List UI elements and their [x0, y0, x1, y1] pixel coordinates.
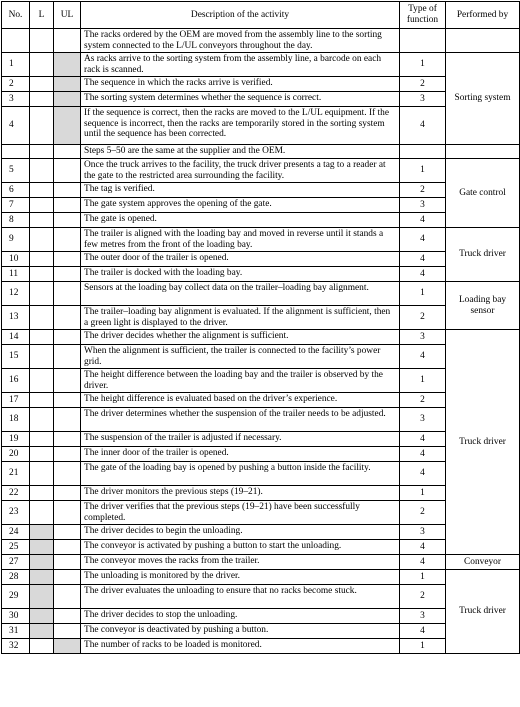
loading-cell: [30, 330, 54, 345]
row-number: 21: [2, 462, 30, 486]
type-of-function: 4: [400, 345, 446, 369]
performed-by: Gate control: [446, 159, 520, 228]
type-of-function: 4: [400, 252, 446, 267]
header-ul: UL: [54, 2, 81, 29]
activity-description: When the alignment is sufficient, the trailer is connected to the facility’s power grid.: [81, 345, 400, 369]
table-row: [2, 609, 520, 624]
loading-cell: [30, 501, 54, 525]
unloading-cell: [54, 432, 81, 447]
table-row: [2, 282, 520, 306]
row-number: 12: [2, 282, 30, 306]
table-header-row: [2, 2, 520, 29]
loading-cell: [30, 609, 54, 624]
row-number: 28: [2, 570, 30, 585]
row-number: 27: [2, 555, 30, 570]
loading-cell: [30, 540, 54, 555]
unloading-cell: [54, 77, 81, 92]
unloading-cell: [54, 29, 81, 53]
type-of-function: 1: [400, 639, 446, 654]
type-of-function: 4: [400, 107, 446, 145]
type-of-function: 1: [400, 369, 446, 393]
activity-table: [1, 1, 520, 654]
activity-description: The driver determines whether the suspension of the trailer needs to be adjusted.: [81, 408, 400, 432]
type-of-function: 1: [400, 53, 446, 77]
type-of-function: 4: [400, 555, 446, 570]
table-body: [2, 29, 520, 654]
unloading-cell: [54, 282, 81, 306]
loading-cell: [30, 145, 54, 159]
loading-cell: [30, 447, 54, 462]
loading-cell: [30, 228, 54, 252]
row-number: 16: [2, 369, 30, 393]
loading-cell: [30, 159, 54, 183]
loading-cell: [30, 555, 54, 570]
unloading-cell: [54, 369, 81, 393]
row-number: 20: [2, 447, 30, 462]
table-row: [2, 345, 520, 369]
activity-description: The sequence in which the racks arrive is verified.: [81, 77, 400, 92]
activity-description: The trailer–loading bay alignment is evaluated. If the alignment is sufficient, then a green light is displayed to the driver.: [81, 306, 400, 330]
type-of-function: 1: [400, 486, 446, 501]
activity-description: The height difference between the loading bay and the trailer is observed by the driver.: [81, 369, 400, 393]
table-row: [2, 447, 520, 462]
type-of-function: 3: [400, 609, 446, 624]
activity-description: The sorting system determines whether the sequence is correct.: [81, 92, 400, 107]
loading-cell: [30, 408, 54, 432]
row-number: [2, 29, 30, 53]
loading-cell: [30, 29, 54, 53]
type-of-function: 2: [400, 183, 446, 198]
row-number: 31: [2, 624, 30, 639]
row-number: 24: [2, 525, 30, 540]
unloading-cell: [54, 213, 81, 228]
row-number: 19: [2, 432, 30, 447]
table-row: [2, 462, 520, 486]
table-row: [2, 53, 520, 77]
unloading-cell: [54, 107, 81, 145]
row-number: 14: [2, 330, 30, 345]
activity-description: The racks ordered by the OEM are moved from the assembly line to the sorting system connected to the L/UL conveyors throughout the day.: [81, 29, 400, 53]
activity-description: The trailer is docked with the loading bay.: [81, 267, 400, 282]
performed-by: Conveyor: [446, 555, 520, 570]
performed-by: Truck driver: [446, 228, 520, 282]
type-of-function: 2: [400, 501, 446, 525]
row-number: 18: [2, 408, 30, 432]
row-number: 11: [2, 267, 30, 282]
type-of-function: 4: [400, 624, 446, 639]
unloading-cell: [54, 540, 81, 555]
row-number: 10: [2, 252, 30, 267]
row-number: 7: [2, 198, 30, 213]
header-type-of-function: Type of function: [400, 2, 446, 29]
activity-description: The unloading is monitored by the driver.: [81, 570, 400, 585]
activity-description: The driver decides whether the alignment is sufficient.: [81, 330, 400, 345]
type-of-function: 2: [400, 585, 446, 609]
type-of-function: 4: [400, 267, 446, 282]
row-number: 30: [2, 609, 30, 624]
activity-description: The conveyor moves the racks from the trailer.: [81, 555, 400, 570]
table-row: [2, 267, 520, 282]
loading-cell: [30, 252, 54, 267]
loading-cell: [30, 486, 54, 501]
type-of-function: 4: [400, 447, 446, 462]
table-row: [2, 213, 520, 228]
loading-cell: [30, 198, 54, 213]
type-of-function: 2: [400, 77, 446, 92]
type-of-function: 1: [400, 159, 446, 183]
header-performed-by: Performed by: [446, 2, 520, 29]
loading-cell: [30, 585, 54, 609]
unloading-cell: [54, 252, 81, 267]
table-row: [2, 92, 520, 107]
unloading-cell: [54, 525, 81, 540]
activity-description: The suspension of the trailer is adjusted if necessary.: [81, 432, 400, 447]
activity-description: The gate is opened.: [81, 213, 400, 228]
performed-by: Truck driver: [446, 570, 520, 654]
activity-description: The trailer is aligned with the loading bay and moved in reverse until it stands a few metres from the front of the loading bay.: [81, 228, 400, 252]
activity-description: The driver decides to begin the unloading.: [81, 525, 400, 540]
row-number: 5: [2, 159, 30, 183]
header-no: No.: [2, 2, 30, 29]
activity-description: The tag is verified.: [81, 183, 400, 198]
activity-description: The conveyor is deactivated by pushing a button.: [81, 624, 400, 639]
type-of-function: 3: [400, 92, 446, 107]
table-row: [2, 145, 520, 159]
table-row: [2, 159, 520, 183]
table-row: [2, 107, 520, 145]
unloading-cell: [54, 267, 81, 282]
row-number: 17: [2, 393, 30, 408]
type-of-function: 2: [400, 393, 446, 408]
header-l: L: [30, 2, 54, 29]
type-of-function: 2: [400, 306, 446, 330]
table-row: [2, 228, 520, 252]
table-row: [2, 570, 520, 585]
unloading-cell: [54, 462, 81, 486]
activity-description: The number of racks to be loaded is monitored.: [81, 639, 400, 654]
unloading-cell: [54, 486, 81, 501]
unloading-cell: [54, 408, 81, 432]
performed-by: Loading bay sensor: [446, 282, 520, 330]
table-row: [2, 486, 520, 501]
type-of-function: [400, 145, 446, 159]
table-row: [2, 29, 520, 53]
table-row: [2, 525, 520, 540]
row-number: [2, 145, 30, 159]
row-number: 1: [2, 53, 30, 77]
loading-cell: [30, 624, 54, 639]
type-of-function: 3: [400, 198, 446, 213]
type-of-function: 4: [400, 432, 446, 447]
table-row: [2, 198, 520, 213]
loading-cell: [30, 570, 54, 585]
unloading-cell: [54, 570, 81, 585]
loading-cell: [30, 393, 54, 408]
table-row: [2, 501, 520, 525]
activity-description: As racks arrive to the sorting system from the assembly line, a barcode on each rack is scanned.: [81, 53, 400, 77]
loading-cell: [30, 525, 54, 540]
activity-description: Sensors at the loading bay collect data on the trailer–loading bay alignment.: [81, 282, 400, 306]
loading-cell: [30, 462, 54, 486]
unloading-cell: [54, 330, 81, 345]
type-of-function: 3: [400, 330, 446, 345]
type-of-function: 4: [400, 462, 446, 486]
table-row: [2, 183, 520, 198]
row-number: 25: [2, 540, 30, 555]
loading-cell: [30, 53, 54, 77]
activity-description: The outer door of the trailer is opened.: [81, 252, 400, 267]
unloading-cell: [54, 228, 81, 252]
loading-cell: [30, 183, 54, 198]
type-of-function: 1: [400, 570, 446, 585]
type-of-function: 3: [400, 408, 446, 432]
unloading-cell: [54, 145, 81, 159]
type-of-function: 4: [400, 213, 446, 228]
unloading-cell: [54, 306, 81, 330]
unloading-cell: [54, 393, 81, 408]
table-row: [2, 624, 520, 639]
loading-cell: [30, 107, 54, 145]
activity-description: Once the truck arrives to the facility, the truck driver presents a tag to a reader at the gate to the restricted area surrounding the facility.: [81, 159, 400, 183]
table-row: [2, 330, 520, 345]
unloading-cell: [54, 639, 81, 654]
unloading-cell: [54, 624, 81, 639]
row-number: 9: [2, 228, 30, 252]
unloading-cell: [54, 183, 81, 198]
table-row: [2, 393, 520, 408]
activity-description: The driver evaluates the unloading to ensure that no racks become stuck.: [81, 585, 400, 609]
loading-cell: [30, 345, 54, 369]
loading-cell: [30, 282, 54, 306]
table-row: [2, 408, 520, 432]
performed-by: [446, 145, 520, 159]
unloading-cell: [54, 53, 81, 77]
activity-description: The driver monitors the previous steps (19–21).: [81, 486, 400, 501]
performed-by: [446, 29, 520, 53]
loading-cell: [30, 306, 54, 330]
table-row: [2, 306, 520, 330]
unloading-cell: [54, 345, 81, 369]
unloading-cell: [54, 92, 81, 107]
row-number: 32: [2, 639, 30, 654]
row-number: 29: [2, 585, 30, 609]
type-of-function: 1: [400, 282, 446, 306]
table-row: [2, 555, 520, 570]
loading-cell: [30, 77, 54, 92]
type-of-function: 3: [400, 525, 446, 540]
activity-description: The height difference is evaluated based on the driver’s experience.: [81, 393, 400, 408]
table-row: [2, 585, 520, 609]
row-number: 13: [2, 306, 30, 330]
table-row: [2, 639, 520, 654]
type-of-function: 4: [400, 228, 446, 252]
table-row: [2, 252, 520, 267]
table-row: [2, 432, 520, 447]
loading-cell: [30, 639, 54, 654]
row-number: 8: [2, 213, 30, 228]
unloading-cell: [54, 555, 81, 570]
activity-description: The gate of the loading bay is opened by pushing a button inside the facility.: [81, 462, 400, 486]
unloading-cell: [54, 609, 81, 624]
activity-description: The driver decides to stop the unloading.: [81, 609, 400, 624]
loading-cell: [30, 267, 54, 282]
activity-description: Steps 5–50 are the same at the supplier and the OEM.: [81, 145, 400, 159]
row-number: 2: [2, 77, 30, 92]
row-number: 23: [2, 501, 30, 525]
row-number: 22: [2, 486, 30, 501]
activity-description: The gate system approves the opening of the gate.: [81, 198, 400, 213]
table-row: [2, 77, 520, 92]
row-number: 4: [2, 107, 30, 145]
header-description: Description of the activity: [81, 2, 400, 29]
performed-by: Truck driver: [446, 330, 520, 555]
row-number: 6: [2, 183, 30, 198]
unloading-cell: [54, 501, 81, 525]
loading-cell: [30, 369, 54, 393]
loading-cell: [30, 213, 54, 228]
row-number: 3: [2, 92, 30, 107]
unloading-cell: [54, 159, 81, 183]
loading-cell: [30, 432, 54, 447]
type-of-function: 4: [400, 540, 446, 555]
activity-description: The driver verifies that the previous steps (19–21) have been successfully completed.: [81, 501, 400, 525]
table-row: [2, 540, 520, 555]
table-row: [2, 369, 520, 393]
activity-description: If the sequence is correct, then the racks are moved to the L/UL equipment. If the sequence is incorrect, then the racks are temporarily stored in the sorting system until the sequence has been corrected.: [81, 107, 400, 145]
unloading-cell: [54, 198, 81, 213]
loading-cell: [30, 92, 54, 107]
activity-description: The conveyor is activated by pushing a button to start the unloading.: [81, 540, 400, 555]
type-of-function: [400, 29, 446, 53]
unloading-cell: [54, 447, 81, 462]
row-number: 15: [2, 345, 30, 369]
activity-description: The inner door of the trailer is opened.: [81, 447, 400, 462]
performed-by: Sorting system: [446, 53, 520, 145]
unloading-cell: [54, 585, 81, 609]
